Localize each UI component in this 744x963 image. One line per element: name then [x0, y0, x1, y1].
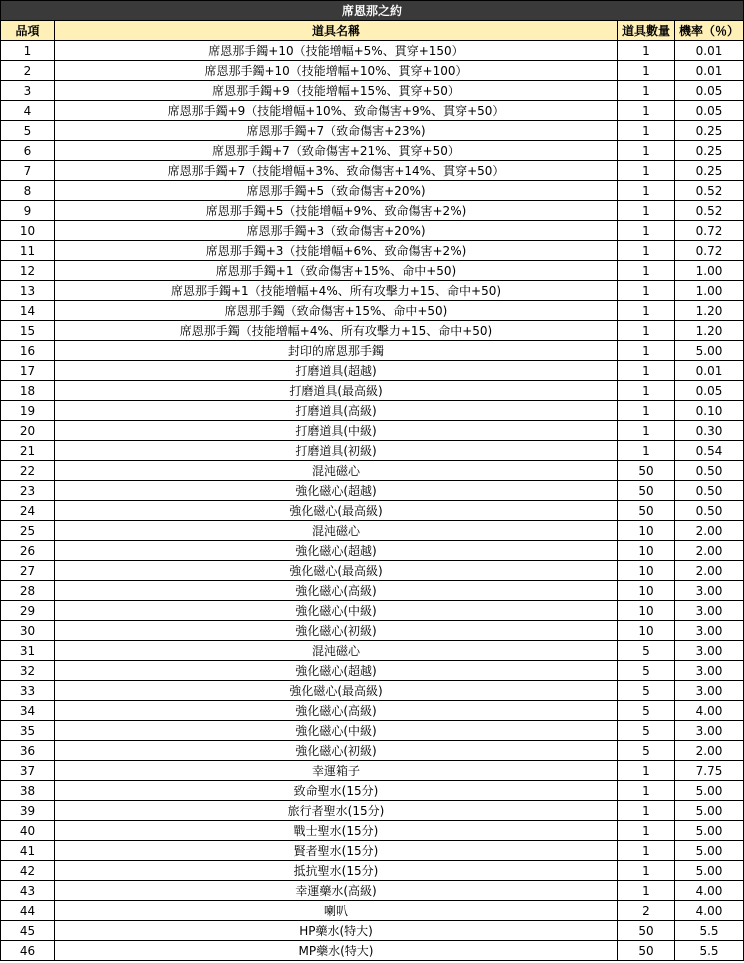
item-rate-cell: 5.00 — [675, 801, 744, 821]
item-qty-cell: 1 — [618, 181, 675, 201]
item-no-cell: 3 — [1, 81, 55, 101]
item-no-cell: 42 — [1, 861, 55, 881]
item-no-cell: 28 — [1, 581, 55, 601]
item-rate-cell: 0.52 — [675, 181, 744, 201]
item-rate-cell: 5.00 — [675, 781, 744, 801]
item-no-cell: 41 — [1, 841, 55, 861]
item-rate-cell: 5.00 — [675, 861, 744, 881]
item-no-cell: 40 — [1, 821, 55, 841]
item-rate-cell: 0.05 — [675, 381, 744, 401]
table-row — [1, 861, 744, 881]
item-no-cell: 11 — [1, 241, 55, 261]
table-row — [1, 661, 744, 681]
item-qty-cell: 1 — [618, 821, 675, 841]
item-name-cell: 賢者聖水(15分) — [55, 841, 618, 861]
item-qty-cell: 1 — [618, 81, 675, 101]
item-no-cell: 39 — [1, 801, 55, 821]
item-no-cell: 23 — [1, 481, 55, 501]
item-name-cell: 席恩那手鐲+7（致命傷害+23%) — [55, 121, 618, 141]
table-row — [1, 701, 744, 721]
item-name-cell: 封印的席恩那手鐲 — [55, 341, 618, 361]
item-qty-cell: 1 — [618, 861, 675, 881]
item-no-cell: 8 — [1, 181, 55, 201]
item-rate-cell: 1.00 — [675, 261, 744, 281]
table-row — [1, 301, 744, 321]
item-qty-cell: 1 — [618, 441, 675, 461]
table-row — [1, 921, 744, 941]
item-name-cell: 席恩那手鐲（技能增幅+4%、所有攻擊力+15、命中+50) — [55, 321, 618, 341]
item-rate-cell: 2.00 — [675, 521, 744, 541]
item-rate-cell: 0.50 — [675, 481, 744, 501]
item-name-cell: 打磨道具(初級) — [55, 441, 618, 461]
item-qty-cell: 1 — [618, 61, 675, 81]
item-qty-cell: 1 — [618, 301, 675, 321]
table-row — [1, 621, 744, 641]
item-no-cell: 16 — [1, 341, 55, 361]
item-name-cell: 強化磁心(超越) — [55, 541, 618, 561]
item-no-cell: 6 — [1, 141, 55, 161]
table-row — [1, 941, 744, 961]
item-no-cell: 25 — [1, 521, 55, 541]
table-title: 席恩那之約 — [1, 1, 744, 21]
table-row — [1, 381, 744, 401]
item-name-cell: 打磨道具(最高級) — [55, 381, 618, 401]
item-name-cell: 席恩那手鐲+1（致命傷害+15%、命中+50) — [55, 261, 618, 281]
item-no-cell: 38 — [1, 781, 55, 801]
table-row — [1, 261, 744, 281]
item-qty-cell: 1 — [618, 321, 675, 341]
item-name-cell: 席恩那手鐲+5（技能增幅+9%、致命傷害+2%) — [55, 201, 618, 221]
item-qty-cell: 5 — [618, 721, 675, 741]
item-rate-cell: 2.00 — [675, 561, 744, 581]
item-name-cell: 席恩那手鐲（致命傷害+15%、命中+50) — [55, 301, 618, 321]
item-qty-cell: 1 — [618, 381, 675, 401]
item-rate-cell: 1.00 — [675, 281, 744, 301]
table-row — [1, 741, 744, 761]
item-rate-cell: 0.25 — [675, 161, 744, 181]
item-name-cell: 混沌磁心 — [55, 461, 618, 481]
item-name-cell: 打磨道具(超越) — [55, 361, 618, 381]
item-name-cell: 混沌磁心 — [55, 521, 618, 541]
item-name-cell: 強化磁心(初級) — [55, 621, 618, 641]
item-name-cell: 席恩那手鐲+3（技能增幅+6%、致命傷害+2%) — [55, 241, 618, 261]
item-qty-cell: 1 — [618, 341, 675, 361]
table-row — [1, 361, 744, 381]
item-no-cell: 24 — [1, 501, 55, 521]
item-qty-cell: 1 — [618, 781, 675, 801]
item-rate-cell: 5.00 — [675, 841, 744, 861]
item-qty-cell: 1 — [618, 361, 675, 381]
item-name-cell: MP藥水(特大) — [55, 941, 618, 961]
table-row — [1, 461, 744, 481]
item-rate-cell: 1.20 — [675, 321, 744, 341]
item-no-cell: 30 — [1, 621, 55, 641]
item-no-cell: 19 — [1, 401, 55, 421]
item-name-cell: 席恩那手鐲+10（技能增幅+10%、貫穿+100） — [55, 61, 618, 81]
item-no-cell: 43 — [1, 881, 55, 901]
item-no-cell: 15 — [1, 321, 55, 341]
item-qty-cell: 2 — [618, 901, 675, 921]
item-qty-cell: 1 — [618, 881, 675, 901]
table-row — [1, 121, 744, 141]
item-rate-cell: 0.25 — [675, 141, 744, 161]
item-name-cell: 強化磁心(高級) — [55, 581, 618, 601]
item-name-cell: 席恩那手鐲+1（技能增幅+4%、所有攻擊力+15、命中+50) — [55, 281, 618, 301]
item-no-cell: 2 — [1, 61, 55, 81]
item-no-cell: 27 — [1, 561, 55, 581]
item-rate-cell: 3.00 — [675, 581, 744, 601]
table-row — [1, 721, 744, 741]
item-qty-cell: 1 — [618, 121, 675, 141]
item-no-cell: 9 — [1, 201, 55, 221]
item-name-cell: 強化磁心(初級) — [55, 741, 618, 761]
header-item-qty: 道具數量 — [618, 21, 675, 41]
item-no-cell: 18 — [1, 381, 55, 401]
item-qty-cell: 10 — [618, 621, 675, 641]
item-rate-cell: 0.54 — [675, 441, 744, 461]
item-name-cell: 席恩那手鐲+9（技能增幅+10%、致命傷害+9%、貫穿+50） — [55, 101, 618, 121]
table-row — [1, 881, 744, 901]
table-row — [1, 681, 744, 701]
table-row — [1, 481, 744, 501]
item-no-cell: 32 — [1, 661, 55, 681]
item-no-cell: 31 — [1, 641, 55, 661]
item-name-cell: 席恩那手鐲+9（技能增幅+15%、貫穿+50） — [55, 81, 618, 101]
item-rate-cell: 0.52 — [675, 201, 744, 221]
table-row — [1, 761, 744, 781]
table-row — [1, 581, 744, 601]
table-row — [1, 801, 744, 821]
item-no-cell: 17 — [1, 361, 55, 381]
item-qty-cell: 1 — [618, 841, 675, 861]
item-rate-cell: 0.72 — [675, 241, 744, 261]
table-row — [1, 601, 744, 621]
item-rate-cell: 3.00 — [675, 641, 744, 661]
item-rate-cell: 5.5 — [675, 941, 744, 961]
item-name-cell: 席恩那手鐲+5（致命傷害+20%) — [55, 181, 618, 201]
item-name-cell: 強化磁心(最高級) — [55, 561, 618, 581]
item-rate-cell: 0.01 — [675, 41, 744, 61]
item-no-cell: 26 — [1, 541, 55, 561]
item-rate-cell: 5.00 — [675, 821, 744, 841]
table-row — [1, 141, 744, 161]
item-qty-cell: 50 — [618, 481, 675, 501]
table-row — [1, 281, 744, 301]
table-row — [1, 821, 744, 841]
table-row — [1, 101, 744, 121]
item-name-cell: 旅行者聖水(15分) — [55, 801, 618, 821]
table-row — [1, 841, 744, 861]
item-rate-cell: 0.50 — [675, 501, 744, 521]
item-no-cell: 21 — [1, 441, 55, 461]
table-row — [1, 541, 744, 561]
item-qty-cell: 1 — [618, 201, 675, 221]
item-no-cell: 46 — [1, 941, 55, 961]
item-rate-cell: 2.00 — [675, 741, 744, 761]
item-no-cell: 33 — [1, 681, 55, 701]
item-name-cell: 強化磁心(超越) — [55, 661, 618, 681]
table-row — [1, 521, 744, 541]
item-no-cell: 1 — [1, 41, 55, 61]
header-row — [1, 21, 744, 41]
table-row — [1, 81, 744, 101]
item-name-cell: 強化磁心(高級) — [55, 701, 618, 721]
item-qty-cell: 50 — [618, 941, 675, 961]
item-name-cell: 喇叭 — [55, 901, 618, 921]
item-qty-cell: 5 — [618, 741, 675, 761]
table-row — [1, 181, 744, 201]
item-no-cell: 45 — [1, 921, 55, 941]
table-row — [1, 781, 744, 801]
item-rate-cell: 0.10 — [675, 401, 744, 421]
item-rate-cell: 4.00 — [675, 881, 744, 901]
item-name-cell: 幸運藥水(高級) — [55, 881, 618, 901]
table-row — [1, 201, 744, 221]
item-qty-cell: 1 — [618, 41, 675, 61]
item-qty-cell: 5 — [618, 641, 675, 661]
item-qty-cell: 50 — [618, 501, 675, 521]
item-rate-cell: 0.25 — [675, 121, 744, 141]
table-row — [1, 401, 744, 421]
item-qty-cell: 1 — [618, 241, 675, 261]
item-name-cell: 強化磁心(中級) — [55, 721, 618, 741]
item-qty-cell: 1 — [618, 101, 675, 121]
item-qty-cell: 10 — [618, 541, 675, 561]
item-name-cell: 強化磁心(最高級) — [55, 501, 618, 521]
item-no-cell: 44 — [1, 901, 55, 921]
item-no-cell: 14 — [1, 301, 55, 321]
item-name-cell: 強化磁心(最高級) — [55, 681, 618, 701]
item-name-cell: 戰士聖水(15分) — [55, 821, 618, 841]
item-qty-cell: 1 — [618, 261, 675, 281]
item-qty-cell: 1 — [618, 221, 675, 241]
table-row — [1, 161, 744, 181]
item-qty-cell: 50 — [618, 461, 675, 481]
item-qty-cell: 5 — [618, 681, 675, 701]
item-qty-cell: 1 — [618, 281, 675, 301]
item-qty-cell: 1 — [618, 401, 675, 421]
table-row — [1, 41, 744, 61]
item-no-cell: 5 — [1, 121, 55, 141]
table-row — [1, 901, 744, 921]
item-name-cell: 致命聖水(15分) — [55, 781, 618, 801]
table-row — [1, 421, 744, 441]
table-row — [1, 221, 744, 241]
item-qty-cell: 1 — [618, 161, 675, 181]
item-qty-cell: 10 — [618, 581, 675, 601]
item-rate-cell: 5.5 — [675, 921, 744, 941]
item-no-cell: 37 — [1, 761, 55, 781]
item-rate-cell: 3.00 — [675, 601, 744, 621]
table-row — [1, 61, 744, 81]
item-qty-cell: 50 — [618, 921, 675, 941]
table-row — [1, 321, 744, 341]
item-name-cell: 混沌磁心 — [55, 641, 618, 661]
item-rate-cell: 0.30 — [675, 421, 744, 441]
item-no-cell: 12 — [1, 261, 55, 281]
item-rate-cell: 4.00 — [675, 701, 744, 721]
item-rate-cell: 1.20 — [675, 301, 744, 321]
item-rate-cell: 0.05 — [675, 81, 744, 101]
item-qty-cell: 1 — [618, 421, 675, 441]
item-qty-cell: 1 — [618, 801, 675, 821]
item-name-cell: 幸運箱子 — [55, 761, 618, 781]
item-rate-cell: 2.00 — [675, 541, 744, 561]
item-no-cell: 7 — [1, 161, 55, 181]
table-body — [1, 41, 744, 961]
table-row — [1, 241, 744, 261]
item-no-cell: 35 — [1, 721, 55, 741]
table-row — [1, 561, 744, 581]
header-item-name: 道具名稱 — [55, 21, 618, 41]
item-qty-cell: 5 — [618, 661, 675, 681]
item-name-cell: 打磨道具(中級) — [55, 421, 618, 441]
item-rate-cell: 0.05 — [675, 101, 744, 121]
item-no-cell: 13 — [1, 281, 55, 301]
header-rate: 機率（％） — [675, 21, 744, 41]
table-row — [1, 441, 744, 461]
item-name-cell: 席恩那手鐲+10（技能增幅+5%、貫穿+150） — [55, 41, 618, 61]
item-name-cell: 席恩那手鐲+3（致命傷害+20%) — [55, 221, 618, 241]
table-row — [1, 501, 744, 521]
item-rate-cell: 3.00 — [675, 681, 744, 701]
header-item-no: 品項 — [1, 21, 55, 41]
item-no-cell: 4 — [1, 101, 55, 121]
item-name-cell: HP藥水(特大) — [55, 921, 618, 941]
item-rate-cell: 3.00 — [675, 621, 744, 641]
table-row — [1, 641, 744, 661]
item-name-cell: 強化磁心(中級) — [55, 601, 618, 621]
item-qty-cell: 1 — [618, 761, 675, 781]
item-rate-cell: 3.00 — [675, 721, 744, 741]
item-rate-cell: 4.00 — [675, 901, 744, 921]
item-qty-cell: 5 — [618, 701, 675, 721]
item-qty-cell: 10 — [618, 521, 675, 541]
table-row — [1, 341, 744, 361]
item-rate-cell: 0.72 — [675, 221, 744, 241]
item-rate-cell: 3.00 — [675, 661, 744, 681]
item-qty-cell: 10 — [618, 561, 675, 581]
item-no-cell: 20 — [1, 421, 55, 441]
item-rate-cell: 5.00 — [675, 341, 744, 361]
item-qty-cell: 10 — [618, 601, 675, 621]
item-rate-cell: 0.01 — [675, 61, 744, 81]
item-rate-cell: 7.75 — [675, 761, 744, 781]
item-name-cell: 席恩那手鐲+7（致命傷害+21%、貫穿+50） — [55, 141, 618, 161]
item-name-cell: 強化磁心(超越) — [55, 481, 618, 501]
item-name-cell: 打磨道具(高級) — [55, 401, 618, 421]
item-no-cell: 29 — [1, 601, 55, 621]
item-name-cell: 抵抗聖水(15分) — [55, 861, 618, 881]
item-no-cell: 34 — [1, 701, 55, 721]
item-qty-cell: 1 — [618, 141, 675, 161]
item-no-cell: 10 — [1, 221, 55, 241]
item-rate-cell: 0.01 — [675, 361, 744, 381]
item-no-cell: 22 — [1, 461, 55, 481]
item-name-cell: 席恩那手鐲+7（技能增幅+3%、致命傷害+14%、貫穿+50） — [55, 161, 618, 181]
item-no-cell: 36 — [1, 741, 55, 761]
item-rate-cell: 0.50 — [675, 461, 744, 481]
